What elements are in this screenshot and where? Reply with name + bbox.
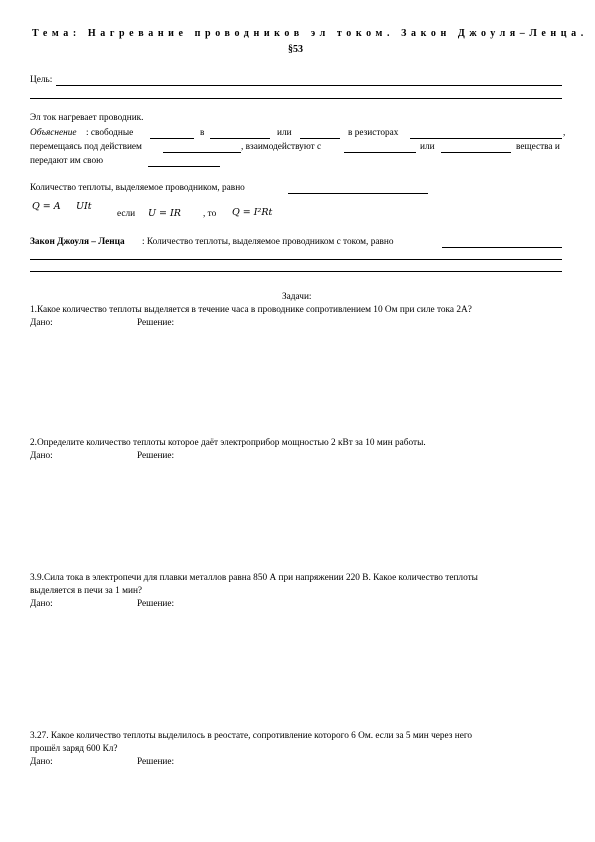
solution-label: Решение: <box>137 757 175 767</box>
page-title: Тема: Нагревание проводников эл током. Закон Джоуля–Ленца. <box>32 28 588 39</box>
goal-label: Цель: <box>30 75 53 85</box>
word-then: , то <box>203 209 217 219</box>
blank-line <box>344 152 416 153</box>
word-in-resistors: в резисторах <box>348 128 399 138</box>
blank-line <box>442 247 562 248</box>
word-in: в <box>200 128 205 138</box>
interact-text: , взаимодействуют с <box>241 142 322 152</box>
substance-text: вещества и <box>516 142 560 152</box>
task-2: 2.Определите количество теплоты которое даёт электроприбор мощностью 2 кВт за 10 мин работы. <box>30 438 426 448</box>
blank-line <box>30 271 562 272</box>
formula-u-ir: U = IR <box>148 208 181 219</box>
goal-line-2 <box>30 98 562 99</box>
given-label: Дано: <box>30 757 53 767</box>
task-4-line-1: 3.27. Какое количество теплоты выделилось в реостате, сопротивление которого 6 Ом. если за 5 мин через него <box>30 731 473 741</box>
formula-uit: UIt <box>76 201 92 212</box>
blank-line <box>148 166 220 167</box>
law-title: Закон Джоуля – Ленца <box>30 237 125 247</box>
comma: , <box>563 128 566 138</box>
intro-line: Эл ток нагревает проводник. <box>30 113 144 123</box>
solution-label: Решение: <box>137 451 175 461</box>
heat-amount-text: Количество теплоты, выделяемое проводником, равно <box>30 183 245 193</box>
blank-line <box>288 193 428 194</box>
given-label: Дано: <box>30 451 53 461</box>
tasks-heading: Задачи: <box>282 292 312 302</box>
blank-line <box>30 259 562 260</box>
formula-q-a: Q = A <box>32 201 61 212</box>
blank-line <box>210 138 270 139</box>
word-or: или <box>277 128 292 138</box>
blank-line <box>441 152 511 153</box>
solution-label: Решение: <box>137 599 175 609</box>
blank-line <box>410 138 562 139</box>
word-or-2: или <box>420 142 435 152</box>
task-4-line-2: прошёл заряд 600 Кл? <box>30 744 118 754</box>
given-label: Дано: <box>30 318 53 328</box>
transfer-text: передают им свою <box>30 156 104 166</box>
blank-line <box>150 138 194 139</box>
word-if: если <box>117 209 136 219</box>
paragraph-number: §53 <box>288 44 303 55</box>
given-label: Дано: <box>30 599 53 609</box>
law-text: : Количество теплоты, выделяемое проводником с током, равно <box>142 237 394 247</box>
explanation-text: : свободные <box>86 128 134 138</box>
task-3-line-2: выделяется в печи за 1 мин? <box>30 586 143 596</box>
move-text: перемещаясь под действием <box>30 142 142 152</box>
blank-line <box>300 138 340 139</box>
explanation-label: Объяснение <box>30 128 77 138</box>
blank-line <box>163 152 241 153</box>
solution-label: Решение: <box>137 318 175 328</box>
goal-line-1 <box>56 85 562 86</box>
task-3-line-1: 3.9.Сила тока в электропечи для плавки металлов равна 850 А при напряжении 220 В. Какое количество теплоты <box>30 573 478 583</box>
formula-q-i2rt: Q = I²Rt <box>232 207 273 218</box>
task-1: 1.Какое количество теплоты выделяется в течение часа в проводнике сопротивлением 10 Ом при силе тока 2А? <box>30 305 472 315</box>
